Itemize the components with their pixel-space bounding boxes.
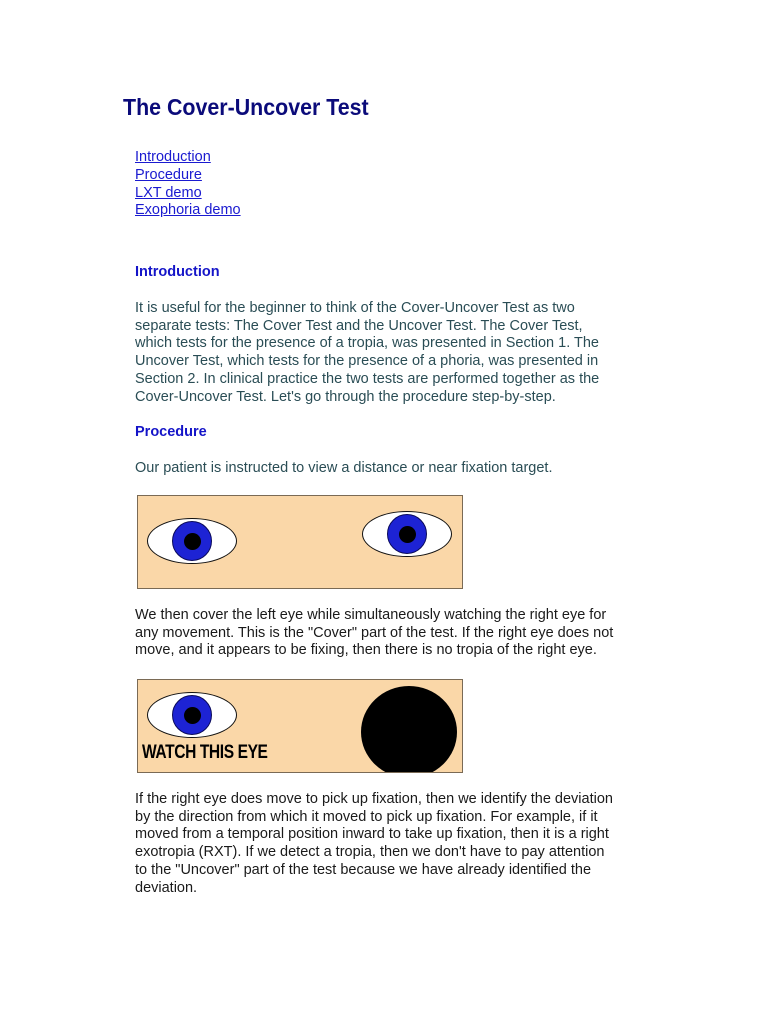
pupil <box>184 533 201 550</box>
paragraph-line: Uncover Test, which tests for the presence of a phoria, was presented in <box>135 353 599 370</box>
pupil <box>184 707 201 724</box>
paragraph-line: any movement. This is the "Cover" part of the test. If the right eye does not <box>135 624 614 641</box>
pupil <box>399 526 416 543</box>
paragraph-line: Our patient is instructed to view a distance or near fixation target. <box>135 460 553 476</box>
paragraph-line: by the direction from which it moved to pick up fixation. For example, if it <box>135 808 598 825</box>
iris <box>172 695 212 735</box>
paragraph-line: deviation. <box>135 879 198 896</box>
cover-paragraph <box>135 607 645 660</box>
paragraph-line: Cover-Uncover Test. Let's go through the procedure step-by-step. <box>135 388 556 405</box>
toc-link-exophoria-demo[interactable]: Exophoria demo <box>135 202 241 219</box>
iris <box>172 521 212 561</box>
right-eye-icon <box>362 511 452 557</box>
left-eye-icon <box>147 518 237 564</box>
toc-link-procedure[interactable]: Procedure <box>135 166 202 183</box>
right-eye-icon <box>147 692 237 738</box>
paragraph-line: moved from a temporal position inward to take up fixation, then it is a right <box>135 826 609 843</box>
paragraph-line: Section 2. In clinical practice the two tests are performed together as the <box>135 370 600 387</box>
paragraph-line: We then cover the left eye while simultaneously watching the right eye for <box>135 607 607 623</box>
procedure-intro-line <box>135 460 645 478</box>
paragraph-line: separate tests: The Cover Test and the Uncover Test. The Cover Test, <box>135 317 583 334</box>
toc-link-introduction[interactable]: Introduction <box>135 149 211 165</box>
paragraph-line: exotropia (RXT). If we detect a tropia, then we don't have to pay attention <box>135 844 605 861</box>
watch-this-eye-label: WATCH THIS EYE <box>142 742 268 763</box>
paragraph-line: to the "Uncover" part of the test because we have already identified the <box>135 861 592 878</box>
paragraph-line: which tests for the presence of a tropia, was presented in Section 1. The <box>135 335 599 352</box>
paragraph-line: move, and it appears to be fixing, then there is no tropia of the right eye. <box>135 642 597 659</box>
deviation-paragraph <box>135 791 645 897</box>
table-of-contents <box>135 149 241 220</box>
figure-both-eyes-open <box>137 495 463 589</box>
procedure-heading: Procedure <box>135 424 207 440</box>
iris <box>387 514 427 554</box>
toc-link-lxt-demo[interactable]: LXT demo <box>135 184 202 201</box>
paragraph-line: If the right eye does move to pick up fixation, then we identify the deviation <box>135 791 613 807</box>
figure-left-eye-covered <box>137 679 463 773</box>
paragraph-line: It is useful for the beginner to think of the Cover-Uncover Test as two <box>135 300 575 316</box>
page-title: The Cover-Uncover Test <box>123 94 369 120</box>
introduction-heading: Introduction <box>135 264 220 280</box>
occluder-icon <box>361 686 457 773</box>
introduction-paragraph <box>135 300 645 406</box>
